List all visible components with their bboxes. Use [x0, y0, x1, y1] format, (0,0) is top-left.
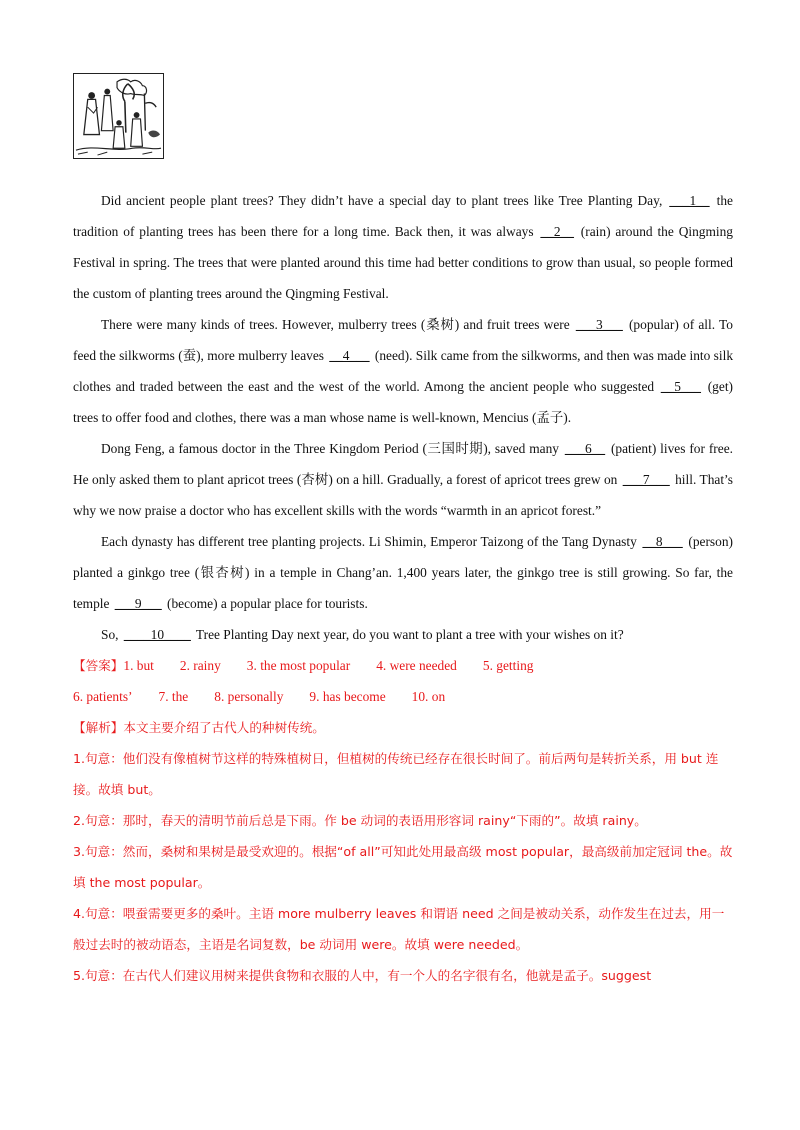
analysis-item-4: 4.句意：喂蚕需要更多的桑叶。主语 more mulberry leaves 和谓语 need 之间是被动关系，动作发生在过去，用一般过去时的被动语态，主语是名词复数，be 动词用 were。故填 were needed。 — [73, 906, 725, 952]
analysis-item-5: 5.句意：在古代人们建议用树来提供食物和衣服的人中，有一个人的名字很有名，他就是孟子。suggest — [73, 968, 652, 983]
passage-paragraph-3 — [73, 433, 733, 526]
analysis-intro: 【解析】本文主要介绍了古代人的种树传统。 — [73, 720, 325, 735]
blank-6: ___6__ — [564, 441, 606, 456]
passage-text: (get) trees to offer food and clothes, there was a man whose name is well-known, Mencius (孟子). — [73, 379, 733, 425]
blank-1: ___1__ — [669, 193, 710, 208]
passage-text: There were many kinds of trees. However, mulberry trees (桑树) and fruit trees were — [101, 317, 574, 332]
passage-text: (person) planted a ginkgo tree (银杏树) in a temple in Chang’an. 1,400 years later, the ginkgo tree is still growing. So far, the temple — [73, 534, 733, 611]
answer-label: 【答案】 — [73, 658, 124, 673]
passage-text: (become) a popular place for tourists. — [163, 596, 368, 611]
answer-section — [73, 650, 733, 712]
passage-text: Tree Planting Day next year, do you want to plant a tree with your wishes on it? — [192, 627, 624, 642]
passage-text: Dong Feng, a famous doctor in the Three Kingdom Period (三国时期), saved many — [101, 441, 563, 456]
answer-item: 4. were needed — [376, 658, 457, 673]
passage-paragraph-1 — [73, 185, 733, 309]
passage-text: (rain) around the Qingming Festival in spring. The trees that were planted around this time had better conditions to grow than usual, so people formed the custom of planting trees around the Qingming Festival. — [73, 224, 734, 301]
answer-item: 10. on — [411, 689, 446, 704]
analysis-item-3: 3.句意：然而，桑树和果树是最受欢迎的。根据“of all”可知此处用最高级 most popular，最高级前加定冠词 the。故填 the most popular。 — [73, 844, 733, 890]
blank-2: __2__ — [540, 224, 574, 239]
blank-8: __8___ — [642, 534, 683, 549]
passage-text: the tradition of planting trees has been there for a long time. Back then, it was always — [73, 193, 733, 239]
passage-text: So, — [101, 627, 122, 642]
answer-item: 9. has become — [309, 689, 386, 704]
passage-text: hill. That’s why we now praise a doctor who has excellent skills with the words “warmth in an apricot forest.” — [73, 472, 733, 518]
document-body — [73, 185, 733, 991]
analysis-item-2: 2.句意：那时，春天的清明节前后总是下雨。作 be 动词的表语用形容词 rainy“下雨的”。故填 rainy。 — [73, 813, 647, 828]
answer-item: 6. patients’ — [73, 689, 133, 704]
answer-row-2 — [73, 681, 733, 712]
blank-3: ___3___ — [575, 317, 623, 332]
answer-row-1 — [73, 650, 733, 681]
answer-item: 2. rainy — [179, 658, 221, 673]
answer-item: 1. but — [123, 658, 154, 673]
passage-paragraph-2 — [73, 309, 733, 433]
passage-paragraph-4 — [73, 526, 733, 619]
passage-text: Each dynasty has different tree planting projects. Li Shimin, Emperor Taizong of the Tang Dynasty — [101, 534, 641, 549]
blank-4: __4___ — [329, 348, 370, 363]
blank-10: ____10____ — [123, 627, 191, 642]
blank-7: ___7___ — [622, 472, 670, 487]
answer-item: 8. personally — [214, 689, 284, 704]
passage-text: (need). Silk came from the silkworms, and then was made into silk clothes and traded between the east and the west of the world. Among the ancient people who suggested — [73, 348, 734, 394]
answer-item: 5. getting — [482, 658, 534, 673]
blank-5: __5___ — [660, 379, 701, 394]
passage-text: (patient) lives for free. He only asked them to plant apricot trees (杏树) on a hill. Gradually, a forest of apricot trees grew on — [73, 441, 733, 487]
passage-text: (popular) of all. To feed the silkworms (蚕), more mulberry leaves — [73, 317, 733, 363]
passage-text: Did ancient people plant trees? They didn’t have a special day to plant trees like Tree Planting Day, — [101, 193, 668, 208]
analysis-item-1: 1.句意：他们没有像植树节这样的特殊植树日，但植树的传统已经存在很长时间了。前后两句是转折关系，用 but 连接。故填 but。 — [73, 751, 719, 797]
ancient-tree-planting-illustration — [73, 73, 164, 159]
answer-item: 3. the most popular — [246, 658, 351, 673]
passage-paragraph-5 — [73, 619, 733, 650]
blank-9: ___9___ — [114, 596, 162, 611]
answer-item: 7. the — [158, 689, 189, 704]
